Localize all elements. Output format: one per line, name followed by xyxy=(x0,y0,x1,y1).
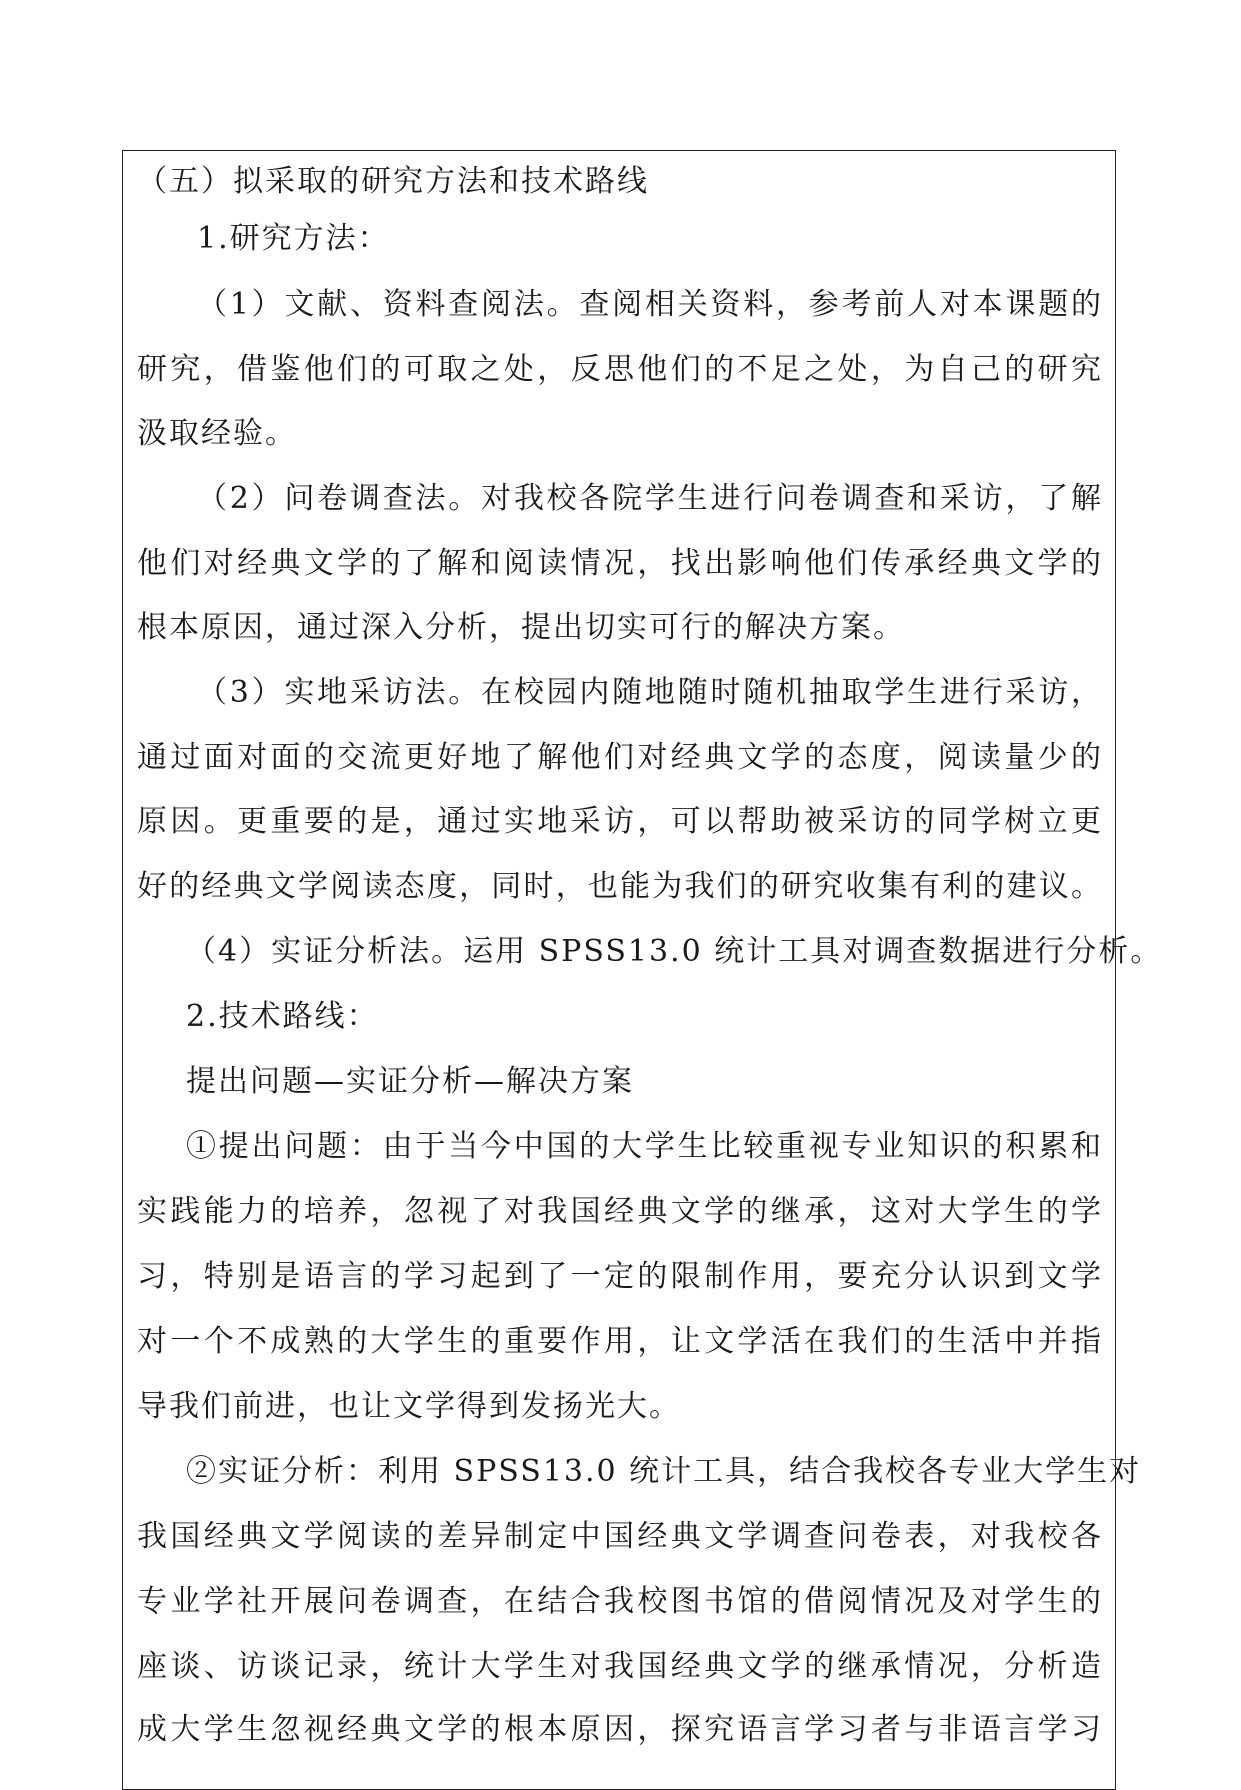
method-2-line-2: 他们对经典文学的了解和阅读情况，找出影响他们传承经典文学的 xyxy=(137,546,1103,581)
step-1-line-4: 对一个不成熟的大学生的重要作用，让文学活在我们的生活中并指 xyxy=(137,1324,1103,1359)
method-2-line-3: 根本原因，通过深入分析，提出切实可行的解决方案。 xyxy=(137,610,905,645)
method-3-line-1: （3）实地采访法。在校园内随地随时随机抽取学生进行采访， xyxy=(197,675,1103,710)
method-4-line-1: （4）实证分析法。运用 SPSS13.0 统计工具对调查数据进行分析。 xyxy=(186,934,1163,969)
step-2-line-5: 成大学生忽视经典文学的根本原因，探究语言学习者与非语言学习 xyxy=(137,1712,1103,1747)
step-2-line-4: 座谈、访谈记录，统计大学生对我国经典文学的继承情况，分析造 xyxy=(137,1649,1103,1684)
step-1-line-2: 实践能力的培养，忽视了对我国经典文学的继承，这对大学生的学 xyxy=(137,1194,1103,1229)
method-3-line-4: 好的经典文学阅读态度，同时，也能为我们的研究收集有利的建议。 xyxy=(137,869,1103,904)
step-2-line-1: ②实证分析：利用 SPSS13.0 统计工具，结合我校各专业大学生对 xyxy=(186,1454,1142,1489)
step-1-line-1: ①提出问题：由于当今中国的大学生比较重视专业知识的积累和 xyxy=(186,1129,1103,1164)
step-1-line-5: 导我们前进，也让文学得到发扬光大。 xyxy=(137,1389,681,1424)
method-1-line-1: （1）文献、资料查阅法。查阅相关资料，参考前人对本课题的 xyxy=(197,287,1103,322)
method-1-line-3: 汲取经验。 xyxy=(137,416,297,451)
section-heading: （五）拟采取的研究方法和技术路线 xyxy=(137,164,649,199)
method-3-line-3: 原因。更重要的是，通过实地采访，可以帮助被采访的同学树立更 xyxy=(137,804,1103,839)
methods-heading: 1.研究方法： xyxy=(197,221,390,256)
step-1-line-3: 习，特别是语言的学习起到了一定的限制作用，要充分认识到文学 xyxy=(137,1259,1103,1294)
method-3-line-2: 通过面对面的交流更好地了解他们对经典文学的态度，阅读量少的 xyxy=(137,740,1103,775)
step-2-line-2: 我国经典文学阅读的差异制定中国经典文学调查问卷表，对我校各 xyxy=(137,1519,1103,1554)
method-2-line-1: （2）问卷调查法。对我校各院学生进行问卷调查和采访，了解 xyxy=(197,481,1103,516)
route-flow: 提出问题—实证分析—解决方案 xyxy=(186,1064,634,1099)
route-heading: 2.技术路线： xyxy=(186,999,379,1034)
step-2-line-3: 专业学社开展问卷调查，在结合我校图书馆的借阅情况及对学生的 xyxy=(137,1584,1103,1619)
method-1-line-2: 研究，借鉴他们的可取之处，反思他们的不足之处，为自己的研究 xyxy=(137,352,1103,387)
